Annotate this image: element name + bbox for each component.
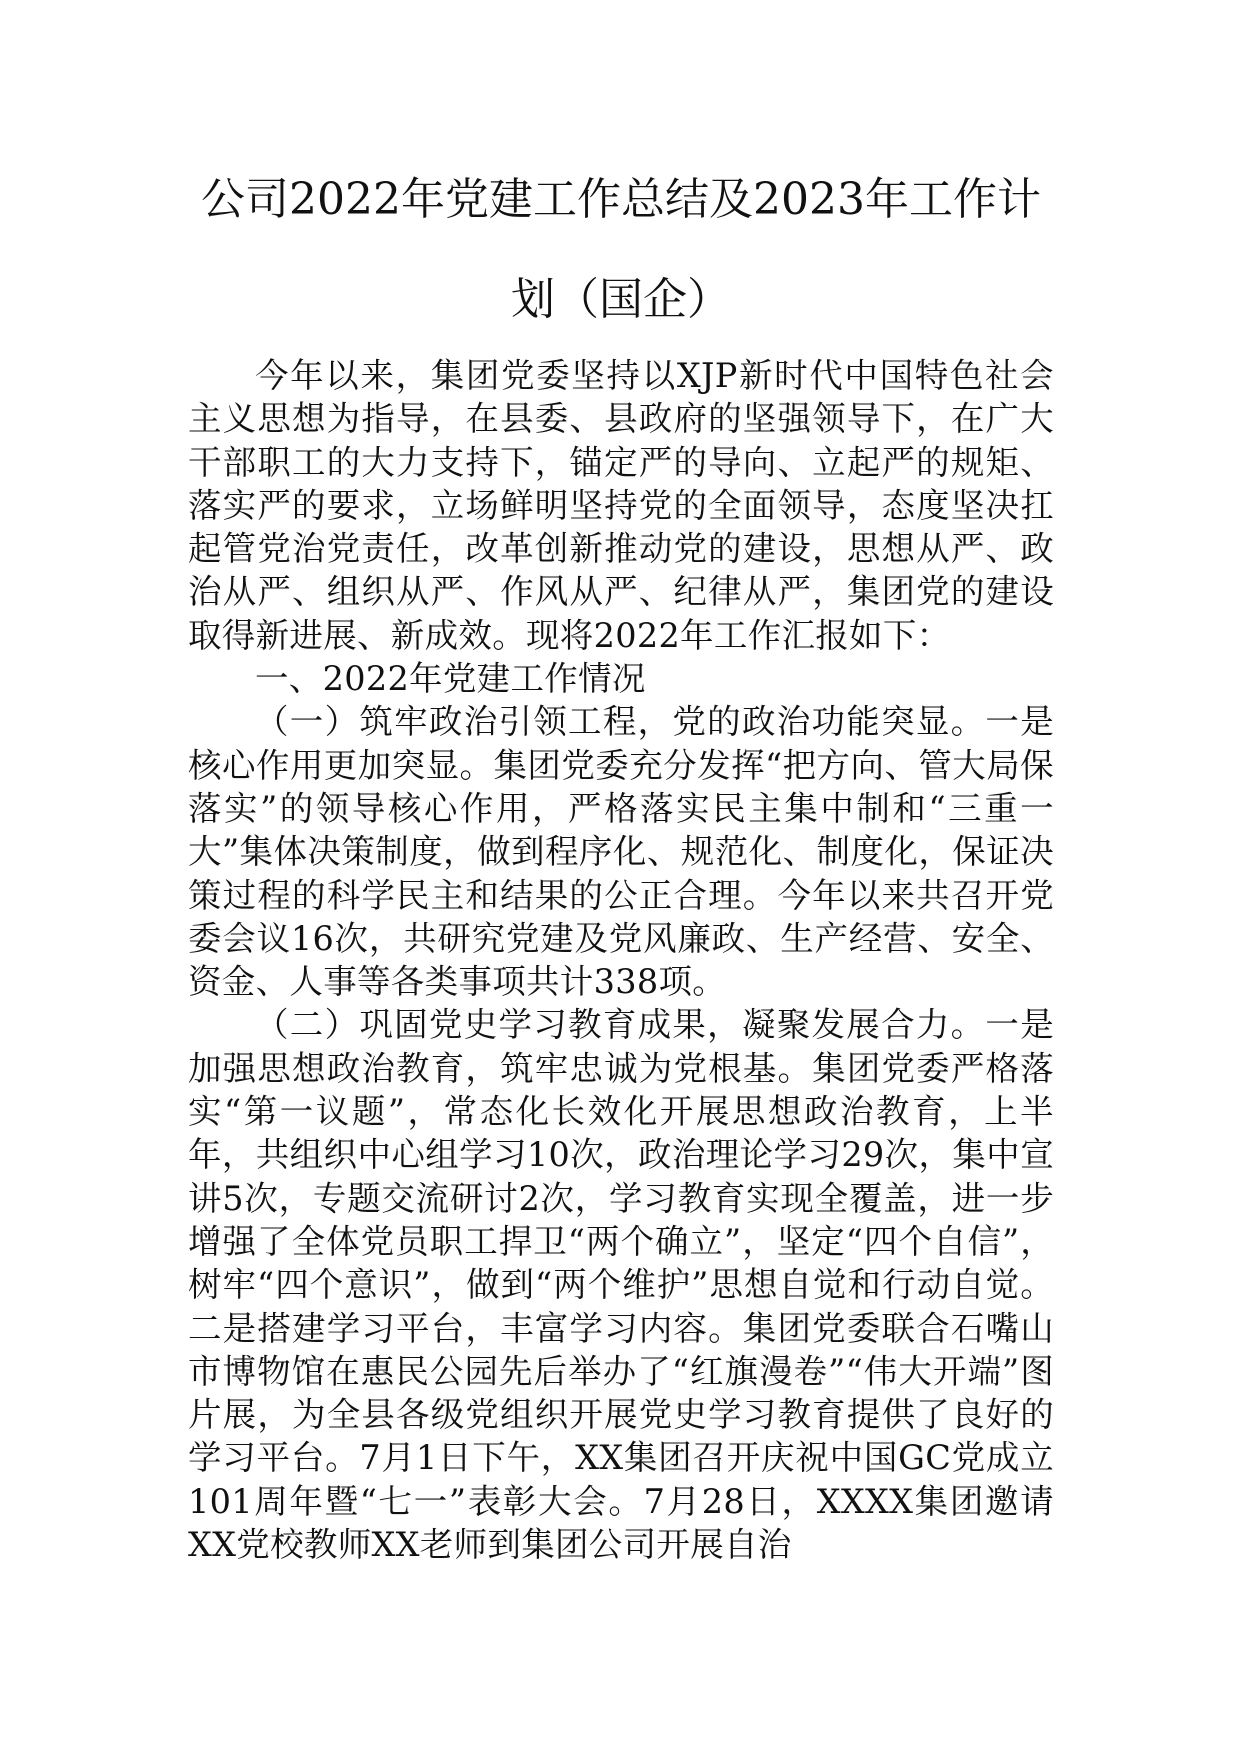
document-body (188, 354, 1054, 1566)
document-page (188, 150, 1054, 1566)
section-heading-1: 一、2022年党建工作情况 (255, 659, 646, 699)
paragraph-section-1-1: （一）筑牢政治引领工程，党的政治功能突显。一是核心作用更加突显。集团党委充分发挥“把方向、管大局保落实”的领导核心作用，严格落实民主集中制和“三重一大”集体决策制度，做到程序化、规范化、制度化，保证决策过程的科学民主和结果的公正合理。今年以来共召开党委会议16次，共研究党建及党风廉政、生产经营、安全、资金、人事等各类事项共计338项。 (188, 702, 1054, 1002)
document-title: 公司2022年党建工作总结及2023年工作计划（国企） (201, 174, 1041, 325)
paragraph-intro: 今年以来，集团党委坚持以XJP新时代中国特色社会主义思想为指导，在县委、县政府的坚强领导下，在广大干部职工的大力支持下，锚定严的导向、立起严的规矩、落实严的要求，立场鲜明坚持党的全面领导，态度坚决扛起管党治党责任，改革创新推动党的建设，思想从严、政治从严、组织从严、作风从严、纪律从严，集团党的建设取得新进展、新成效。现将2022年工作汇报如下： (188, 356, 1054, 655)
paragraph-section-1-2: （二）巩固党史学习教育成果，凝聚发展合力。一是加强思想政治教育，筑牢忠诚为党根基。集团党委严格落实“第一议题”，常态化长效化开展思想政治教育，上半年，共组织中心组学习10次，政治理论学习29次，集中宣讲5次，专题交流研讨2次，学习教育实现全覆盖，进一步增强了全体党员职工捍卫“两个确立”，坚定“四个自信”，树牢“四个意识”，做到“两个维护”思想自觉和行动自觉。二是搭建学习平台，丰富学习内容。集团党委联合石嘴山市博物馆在惠民公园先后举办了“红旗漫卷”“伟大开端”图片展，为全县各级党组织开展党史学习教育提供了良好的学习平台。7月1日下午，XX集团召开庆祝中国GC党成立101周年暨“七一”表彰大会。7月28日，XXXX集团邀请XX党校教师XX老师到集团公司开展自治 (188, 1005, 1054, 1565)
